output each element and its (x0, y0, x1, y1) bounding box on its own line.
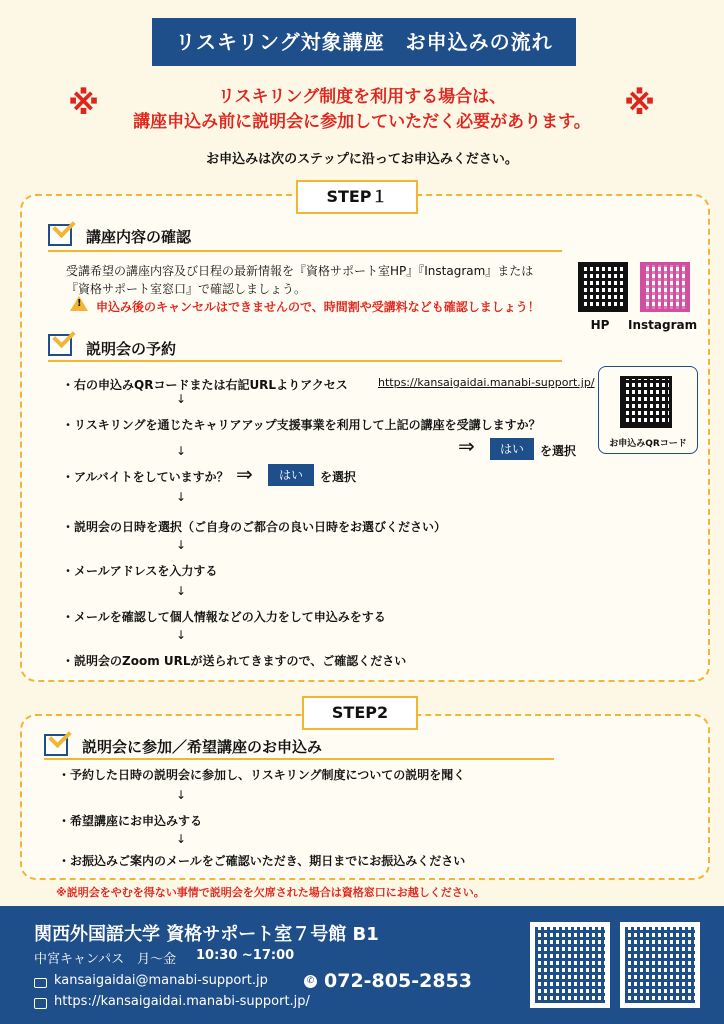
footer-hours: 10:30 ~17:00 (196, 948, 295, 963)
instagram-qr-icon[interactable] (622, 924, 698, 1006)
footer-campus: 中宮キャンパス 月〜金 (34, 952, 177, 967)
footer-org: 関西外国語大学 資格サポート室７号館 B1 (34, 924, 379, 945)
yes-button: はい (268, 464, 314, 486)
down-arrow: ↓ (176, 788, 187, 802)
down-arrow: ↓ (176, 538, 187, 552)
reserve-step-5: ・メールアドレスを入力する (62, 564, 218, 578)
footer-email[interactable]: kansaigaidai@manabi-support.jp (54, 973, 268, 988)
section-content-title: 講座内容の確認 (86, 228, 192, 246)
reserve-step-3: ・アルバイトをしていますか？ (62, 470, 229, 484)
kome-mark-right: ※ (624, 84, 656, 122)
instagram-qr-label: Instagram (628, 318, 698, 332)
web-icon (34, 998, 47, 1009)
down-arrow: ↓ (176, 392, 187, 406)
down-arrow: ↓ (176, 832, 187, 846)
instagram-qr-code[interactable] (640, 262, 690, 312)
reserve-step-4: ・説明会の日時を選択（ご自身のご都合の良い日時をお選びください） (62, 520, 447, 534)
instruction-text: お申込みは次のステップに沿ってお申込みください。 (206, 152, 518, 167)
down-arrow: ↓ (176, 444, 187, 458)
section-divider (48, 250, 562, 252)
apply-qr-label: お申込みQRコード (609, 439, 687, 449)
section-divider (44, 758, 554, 760)
step1-label: STEP１ (296, 180, 418, 214)
apply-url-link[interactable]: https://kansaigaidai.manabi-support.jp/ (378, 376, 595, 389)
yes-button: はい (490, 438, 534, 460)
reserve-step-7: ・説明会のZoom URLが送られてきますので、ご確認ください (62, 654, 407, 668)
hp-qr-code[interactable] (578, 262, 628, 312)
warning-line-2: 講座申込み前に説明会に参加していただく必要があります。 (133, 112, 591, 132)
reserve-step-1: ・右の申込みQRコードまたは右記URLよりアクセス (62, 378, 348, 392)
down-arrow: ↓ (176, 584, 187, 598)
caution-text: 申込み後のキャンセルはできませんので、時間割や受講料なども確認しましょう！ (96, 300, 540, 314)
footer-url[interactable]: https://kansaigaidai.manabi-support.jp/ (54, 994, 310, 1009)
step2-label: STEP2 (302, 696, 418, 730)
right-arrow: ⇒ (236, 462, 253, 486)
step2-item-2: ・希望講座にお申込みする (58, 814, 203, 828)
footer-phone[interactable]: 072-805-2853 (324, 970, 472, 992)
check-icon (44, 734, 68, 756)
phone-qr-icon[interactable] (532, 924, 608, 1006)
section-reservation-title: 説明会の予約 (86, 340, 177, 358)
check-icon (48, 334, 72, 356)
kome-mark-left: ※ (68, 84, 100, 122)
select-text: を選択 (320, 470, 357, 484)
content-text-2: 『資格サポート室窓口』で確認しましょう。 (66, 282, 307, 296)
step2-item-1: ・予約した日時の説明会に参加し、リスキリング制度についての説明を聞く (58, 768, 466, 782)
content-text-1: 受講希望の講座内容及び日程の最新情報を『資格サポート室HP』『Instagram』または (66, 264, 534, 278)
down-arrow: ↓ (176, 628, 187, 642)
check-icon (48, 224, 72, 246)
absence-note: ※説明会をやむを得ない事情で説明会を欠席された場合は資格窓口にお越しください。 (56, 886, 485, 899)
mail-icon (34, 978, 47, 988)
section-divider (48, 360, 562, 362)
phone-icon: ✆ (304, 975, 317, 988)
right-arrow: ⇒ (458, 434, 475, 458)
select-text: を選択 (540, 444, 577, 458)
down-arrow: ↓ (176, 490, 187, 504)
warning-line-1: リスキリング制度を利用する場合は、 (217, 87, 507, 107)
page-title: リスキリング対象講座 お申込みの流れ (152, 18, 576, 66)
step2-title: 説明会に参加／希望講座のお申込み (82, 738, 323, 756)
reserve-step-6: ・メールを確認して個人情報などの入力をして申込みをする (62, 610, 386, 624)
step2-item-3: ・お振込みご案内のメールをご確認いただき、期日までにお振込みください (58, 854, 466, 868)
hp-qr-label: HP (590, 318, 610, 332)
footer (0, 906, 724, 1024)
reserve-step-2: ・リスキリングを通じたキャリアアップ支援事業を利用して上記の講座を受講しますか？ (62, 418, 541, 432)
